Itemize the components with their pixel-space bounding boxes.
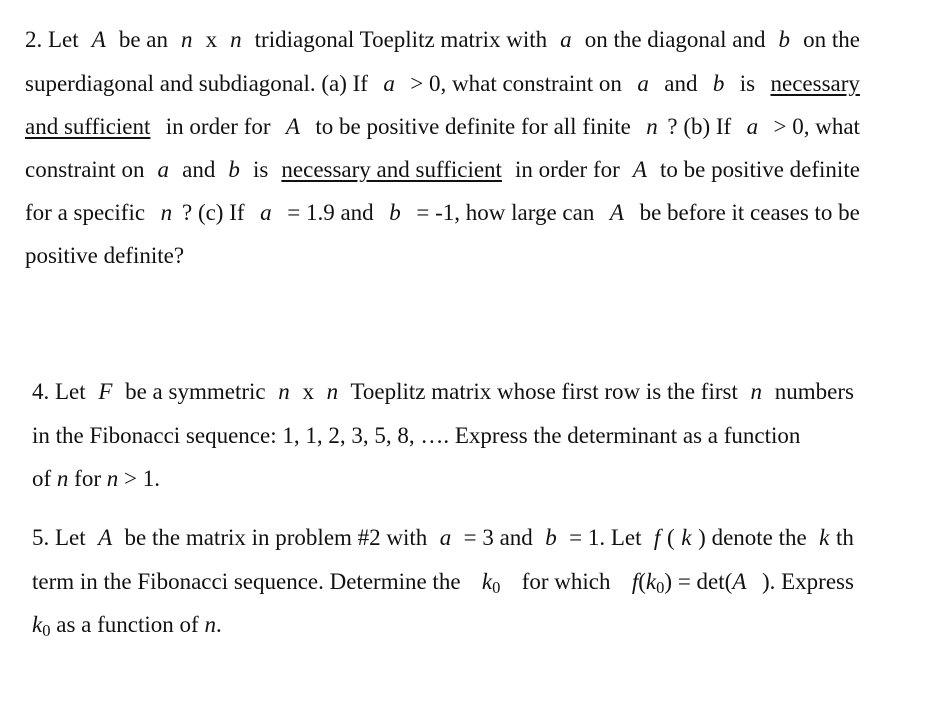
problem-2-line-1: 2. Let A be an n x n tridiagonal Toeplitz matrix with a on the diagonal and b on the <box>25 27 860 52</box>
problem-2-line-6: positive definite? <box>25 243 185 268</box>
problem-5-line-1: 5. Let A be the matrix in problem #2 with a = 3 and b = 1. Let f ( k ) denote the k th <box>32 525 854 550</box>
problem-2-line-4: constraint on a and b is necessary and sufficient in order for A to be positive definite <box>25 157 860 182</box>
problem-2-line-3: and sufficient in order for A to be positive definite for all finite n ? (b) If a > 0, what <box>25 114 860 139</box>
underlined-necessary: necessary <box>770 71 860 96</box>
problem-2-line-2: superdiagonal and subdiagonal. (a) If a > 0, what constraint on a and b is necessary <box>25 71 860 96</box>
problem-4-line-3: of n for n > 1. <box>32 466 160 491</box>
problem-2-line-5: for a specific n ? (c) If a = 1.9 and b = -1, how large can A be before it ceases to be <box>25 200 860 225</box>
problem-4-line-2: in the Fibonacci sequence: 1, 1, 2, 3, 5, 8, …. Express the determinant as a function <box>32 423 801 448</box>
problem-4-line-1: 4. Let F be a symmetric n x n Toeplitz matrix whose first row is the first n numbers <box>32 379 854 404</box>
problem-5-line-3: $k_0$ as a function of n. <box>32 612 222 641</box>
underlined-and-sufficient: and sufficient <box>25 114 151 139</box>
underlined-necessary-and-sufficient: necessary and sufficient <box>281 157 502 182</box>
problem-5-line-2: term in the Fibonacci sequence. Determine the $k_0$ for which $f(k_0) = \det(A$ ). Express <box>32 569 854 598</box>
